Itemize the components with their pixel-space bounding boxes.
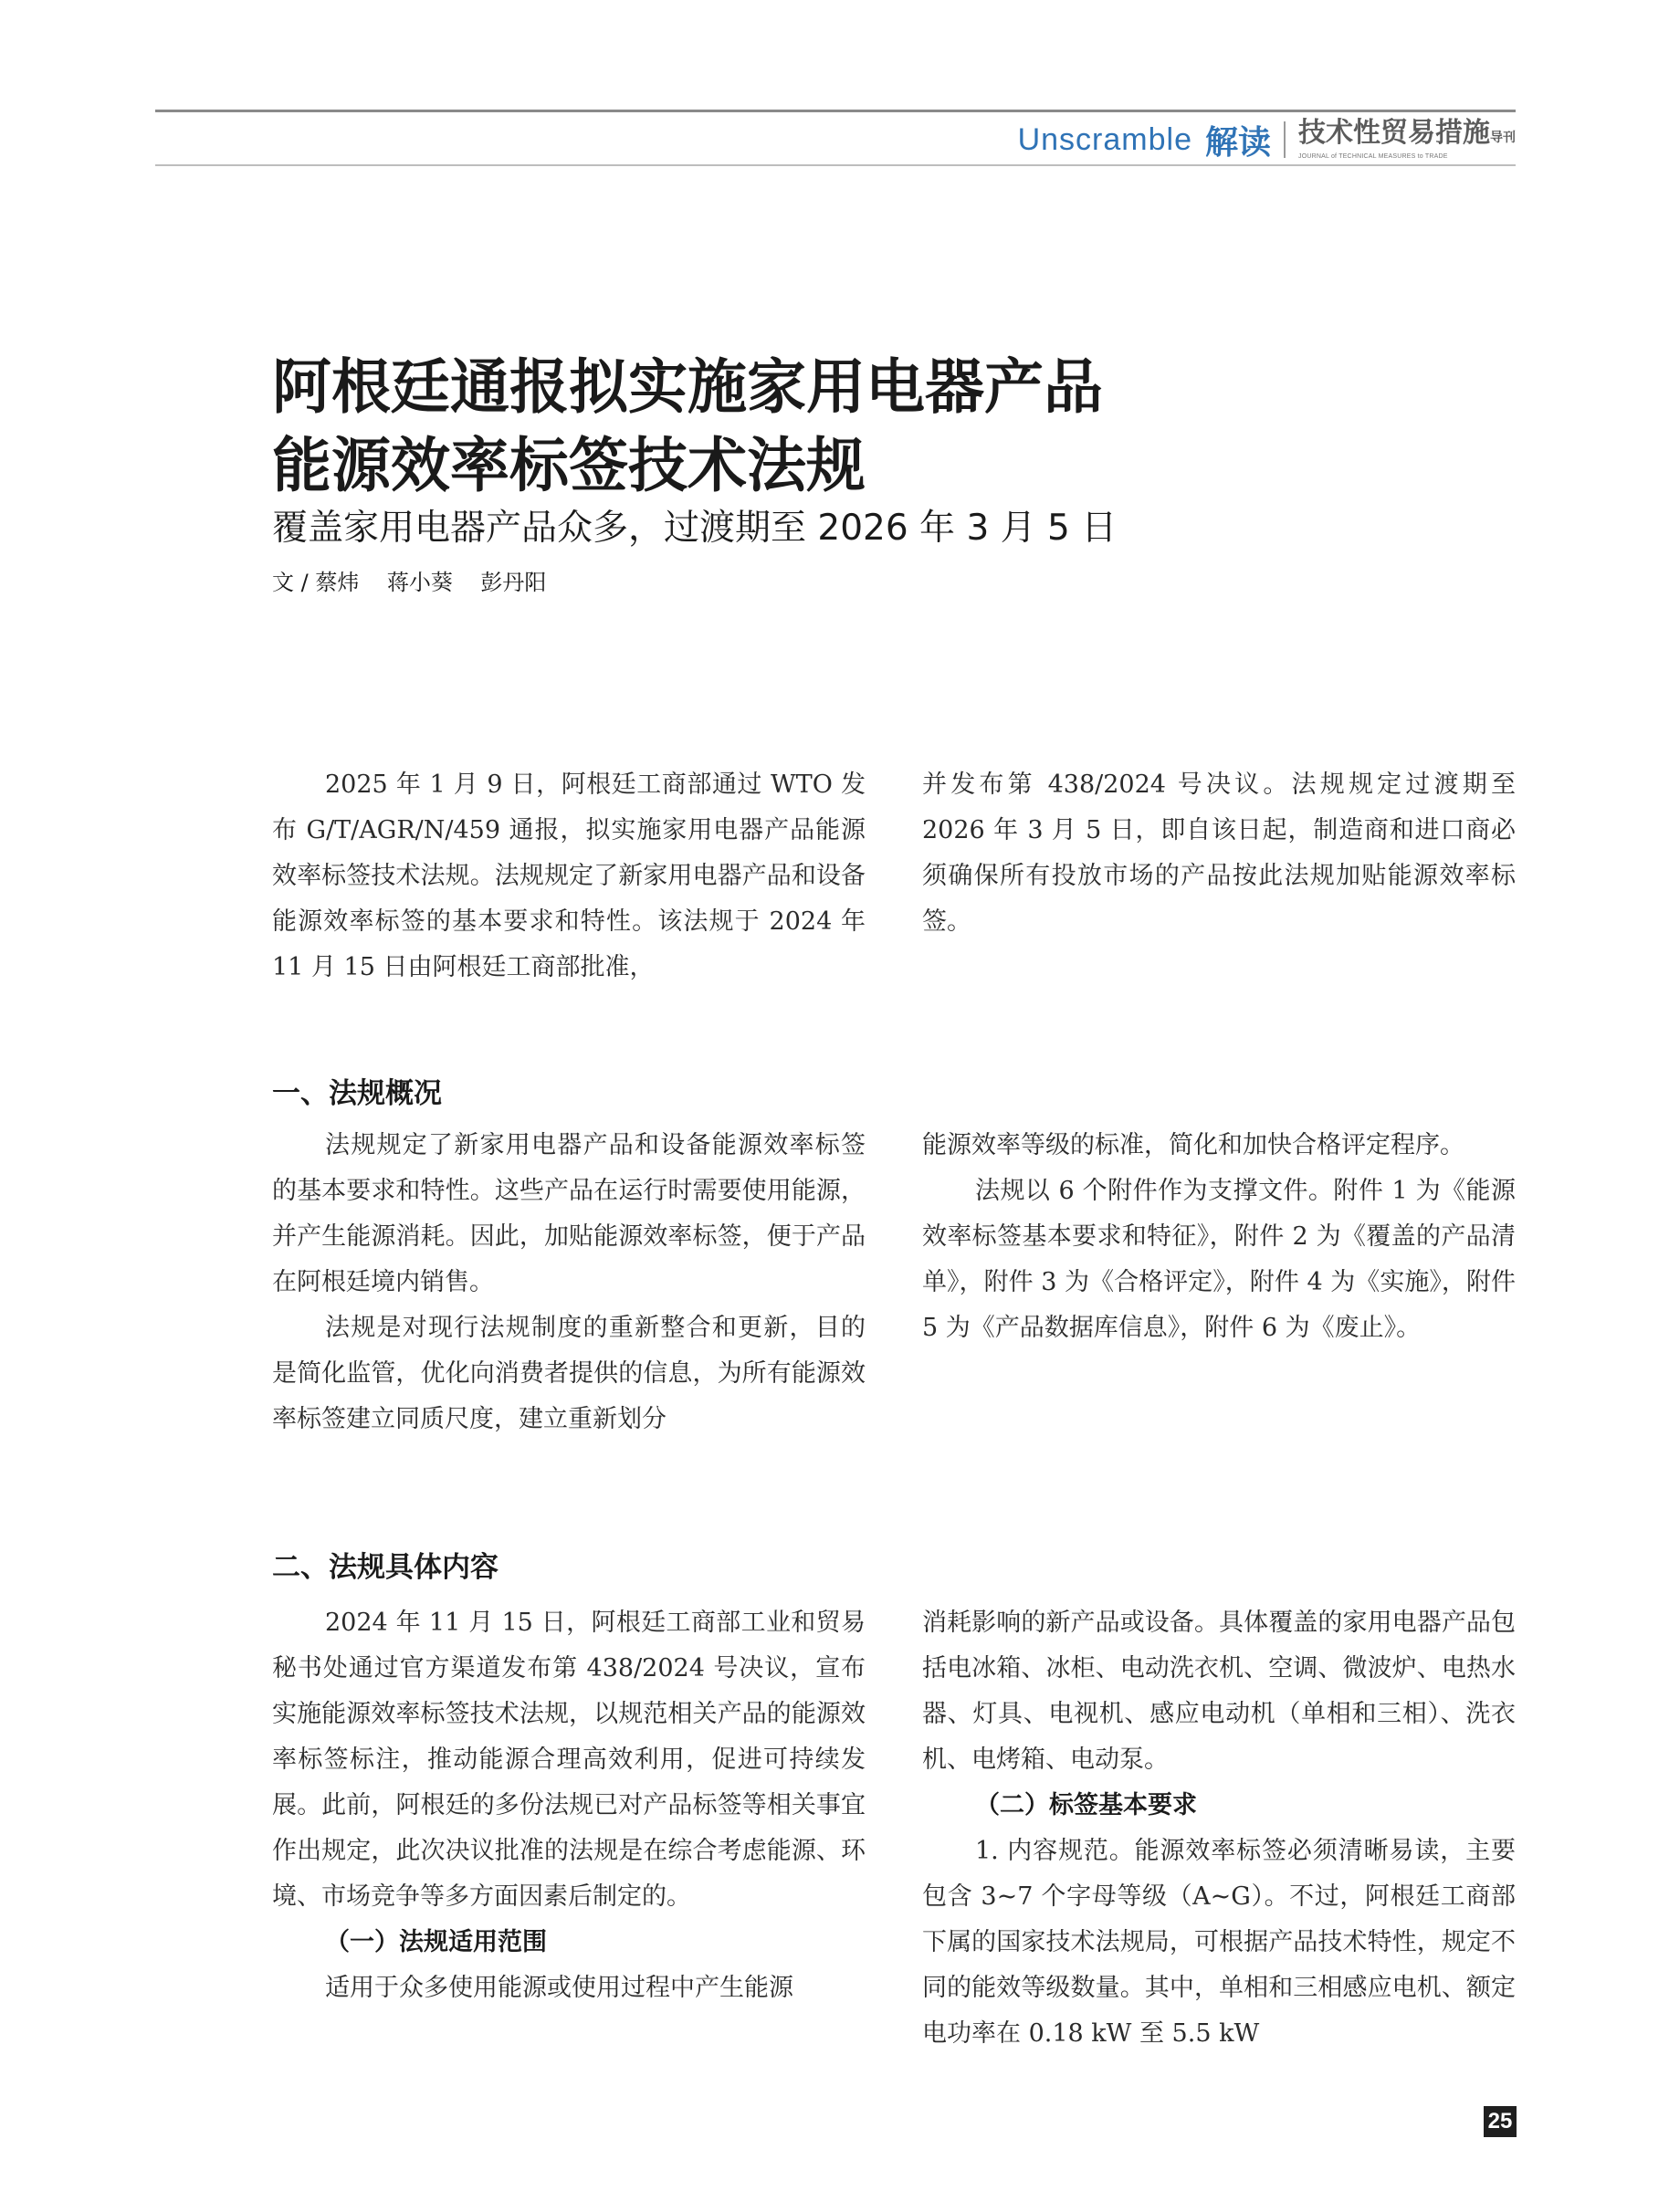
section-2-heading: 二、法规具体内容 [272,1551,499,1584]
journal-name-suffix: 导刊 [1490,131,1516,145]
header-top-rule [155,110,1516,112]
title-line-1: 阿根廷通报拟实施家用电器产品 [272,353,1104,422]
section-2-right-paragraph-1: 消耗影响的新产品或设备。具体覆盖的家用电器产品包括电冰箱、冰柜、电动洗衣机、空调、微波炉、电热水器、灯具、电视机、感应电动机（单相和三相）、洗衣机、电烤箱、电动泵。 [922,1609,1516,1774]
section-2-right-column [922,1600,1516,2057]
intro-right-column [922,762,1516,945]
section-1-right-paragraph-2: 法规以 6 个附件作为支撑文件。附件 1 为《能源效率标签基本要求和特征》，附件 2 为《覆盖的产品清单》，附件 3 为《合格评定》，附件 4 为《实施》，附件 5 为《产品数据库信息》，附件 6 为《废止》。 [922,1177,1516,1342]
article-title [272,349,1368,506]
subsection-1-heading: （一）法规适用范围 [325,1928,547,1956]
article-subtitle: 覆盖家用电器产品众多，过渡期至 2026 年 3 月 5 日 [272,508,1118,549]
section-1-left-column [272,1123,866,1442]
section-1-left-paragraph-1: 法规规定了新家用电器产品和设备能源效率标签的基本要求和特性。这些产品在运行时需要使用能源，并产生能源消耗。因此，加贴能源效率标签，便于产品在阿根廷境内销售。 [272,1131,866,1296]
section-1-heading: 一、法规概况 [272,1077,442,1110]
section-2-left-paragraph-2: 适用于众多使用能源或使用过程中产生能源 [325,1974,793,2002]
header-bottom-rule [155,164,1516,166]
section-2-right-paragraph-2: 1. 内容规范。能源效率标签必须清晰易读，主要包含 3~7 个字母等级（A~G）。不过，阿根廷工商部下属的国家技术法规局，可根据产品技术特性，规定不同的能效等级数量。其中，单相和三相感应电机、额定电功率在 0.18 kW 至 5.5 kW [922,1837,1516,2048]
journal-logo [1298,119,1516,161]
header-divider [1284,121,1286,158]
section-2-left-column [272,1600,866,2011]
running-header [1018,117,1516,162]
byline: 文 / 蔡炜 蒋小葵 彭丹阳 [272,570,547,595]
section-label-cn: 解读 [1204,123,1271,162]
section-2-left-paragraph-1: 2024 年 11 月 15 日，阿根廷工商部工业和贸易秘书处通过官方渠道发布第 438/2024 号决议，宣布实施能源效率标签技术法规，以规范相关产品的能源效率标签标注，推动能源合理高效利用，促进可持续发展。此前，阿根廷的多份法规已对产品标签等相关事宜作出规定，此次决议批准的法规是在综合考虑能源、环境、市场竞争等多方面因素后制定的。 [272,1609,866,1911]
subsection-2-heading: （二）标签基本要求 [975,1791,1197,1819]
journal-name-cn: 技术性贸易措施 [1298,117,1490,149]
section-1-left-paragraph-2: 法规是对现行法规制度的重新整合和更新，目的是简化监管，优化向消费者提供的信息，为所有能源效率标签建立同质尺度，建立重新划分 [272,1314,866,1433]
journal-name-en: JOURNAL of TECHNICAL MEASURES to TRADE [1298,153,1448,160]
page-number: 25 [1484,2106,1517,2137]
section-1-right-paragraph-1: 能源效率等级的标准，简化和加快合格评定程序。 [922,1131,1464,1159]
section-1-right-column [922,1123,1516,1351]
intro-left-column [272,762,866,991]
intro-paragraph-right: 并发布第 438/2024 号决议。法规规定过渡期至 2026 年 3 月 5 日，即自该日起，制造商和进口商必须确保所有投放市场的产品按此法规加贴能源效率标签。 [922,771,1516,936]
section-label-en: Unscramble [1017,121,1192,157]
title-line-2: 能源效率标签技术法规 [272,432,866,500]
intro-paragraph-left: 2025 年 1 月 9 日，阿根廷工商部通过 WTO 发布 G/T/AGR/N/459 通报，拟实施家用电器产品能源效率标签技术法规。法规规定了新家用电器产品和设备能源效率标签的基本要求和特性。该法规于 2024 年 11 月 15 日由阿根廷工商部批准， [272,771,866,981]
